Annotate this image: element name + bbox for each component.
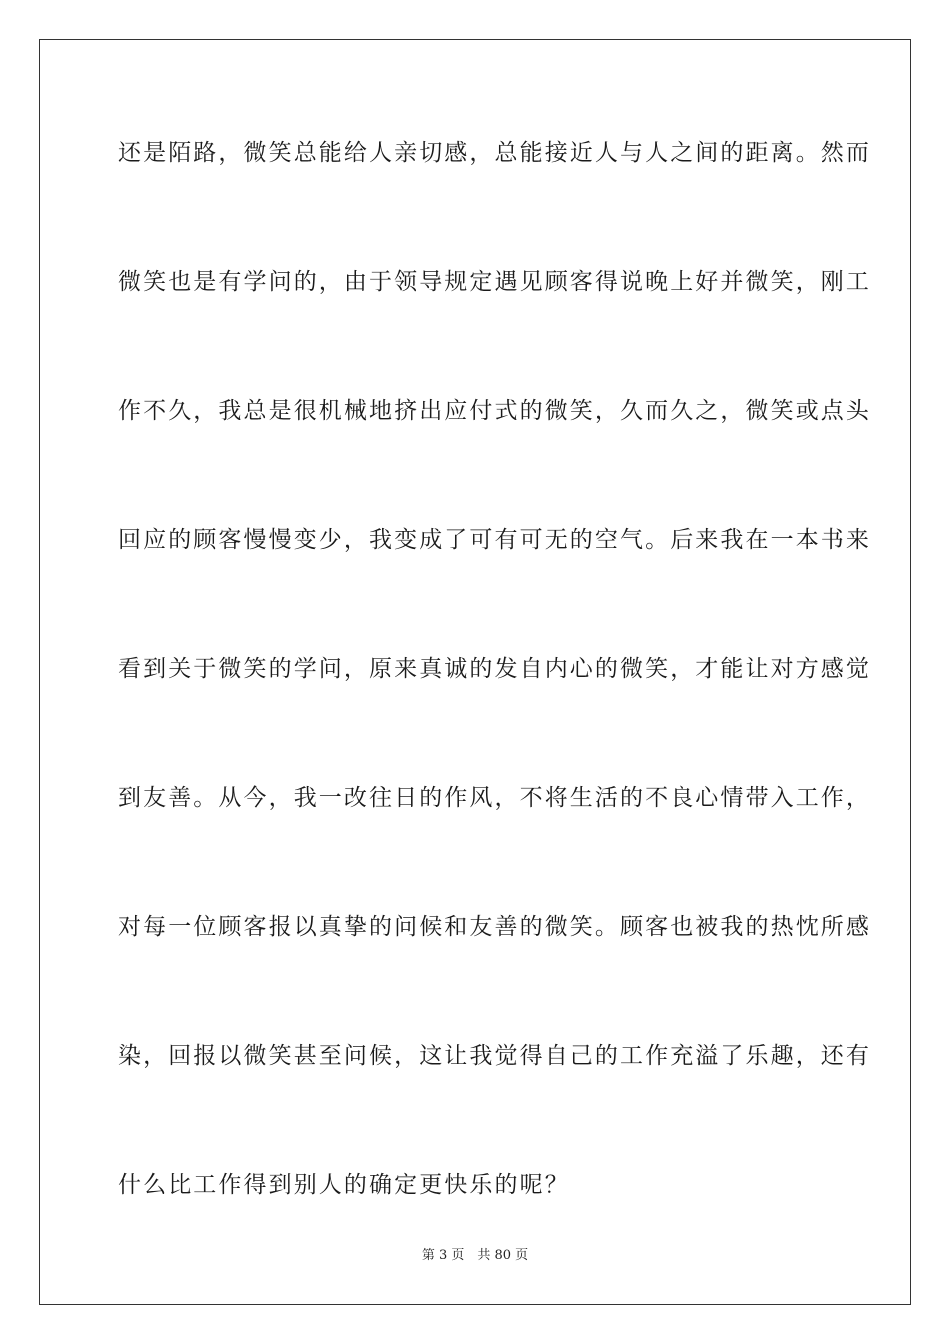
text-line: 什么比工作得到别人的确定更快乐的呢？ [118, 1172, 570, 1198]
text-line: 看到关于微笑的学问，原来真诚的发自内心的微笑，才能让对方感觉 [118, 656, 871, 682]
text-line: 作不久，我总是很机械地挤出应付式的微笑，久而久之，微笑或点头 [118, 398, 871, 424]
text-line: 到友善。从今，我一改往日的作风，不将生活的不良心情带入工作， [118, 785, 871, 811]
text-line: 微笑也是有学问的，由于领导规定遇见顾客得说晚上好并微笑，刚工 [118, 269, 871, 295]
text-line: 染，回报以微笑甚至问候，这让我觉得自己的工作充溢了乐趣，还有 [118, 1043, 871, 1069]
page-number: 第 3 页 共 80 页 [421, 1248, 529, 1263]
document-body [118, 127, 871, 1288]
text-line: 还是陌路，微笑总能给人亲切感，总能接近人与人之间的距离。然而 [118, 140, 871, 166]
text-line: 对每一位顾客报以真挚的问候和友善的微笑。顾客也被我的热忱所感 [118, 914, 871, 940]
text-line: 回应的顾客慢慢变少，我变成了可有可无的空气。后来我在一本书来 [118, 527, 871, 553]
